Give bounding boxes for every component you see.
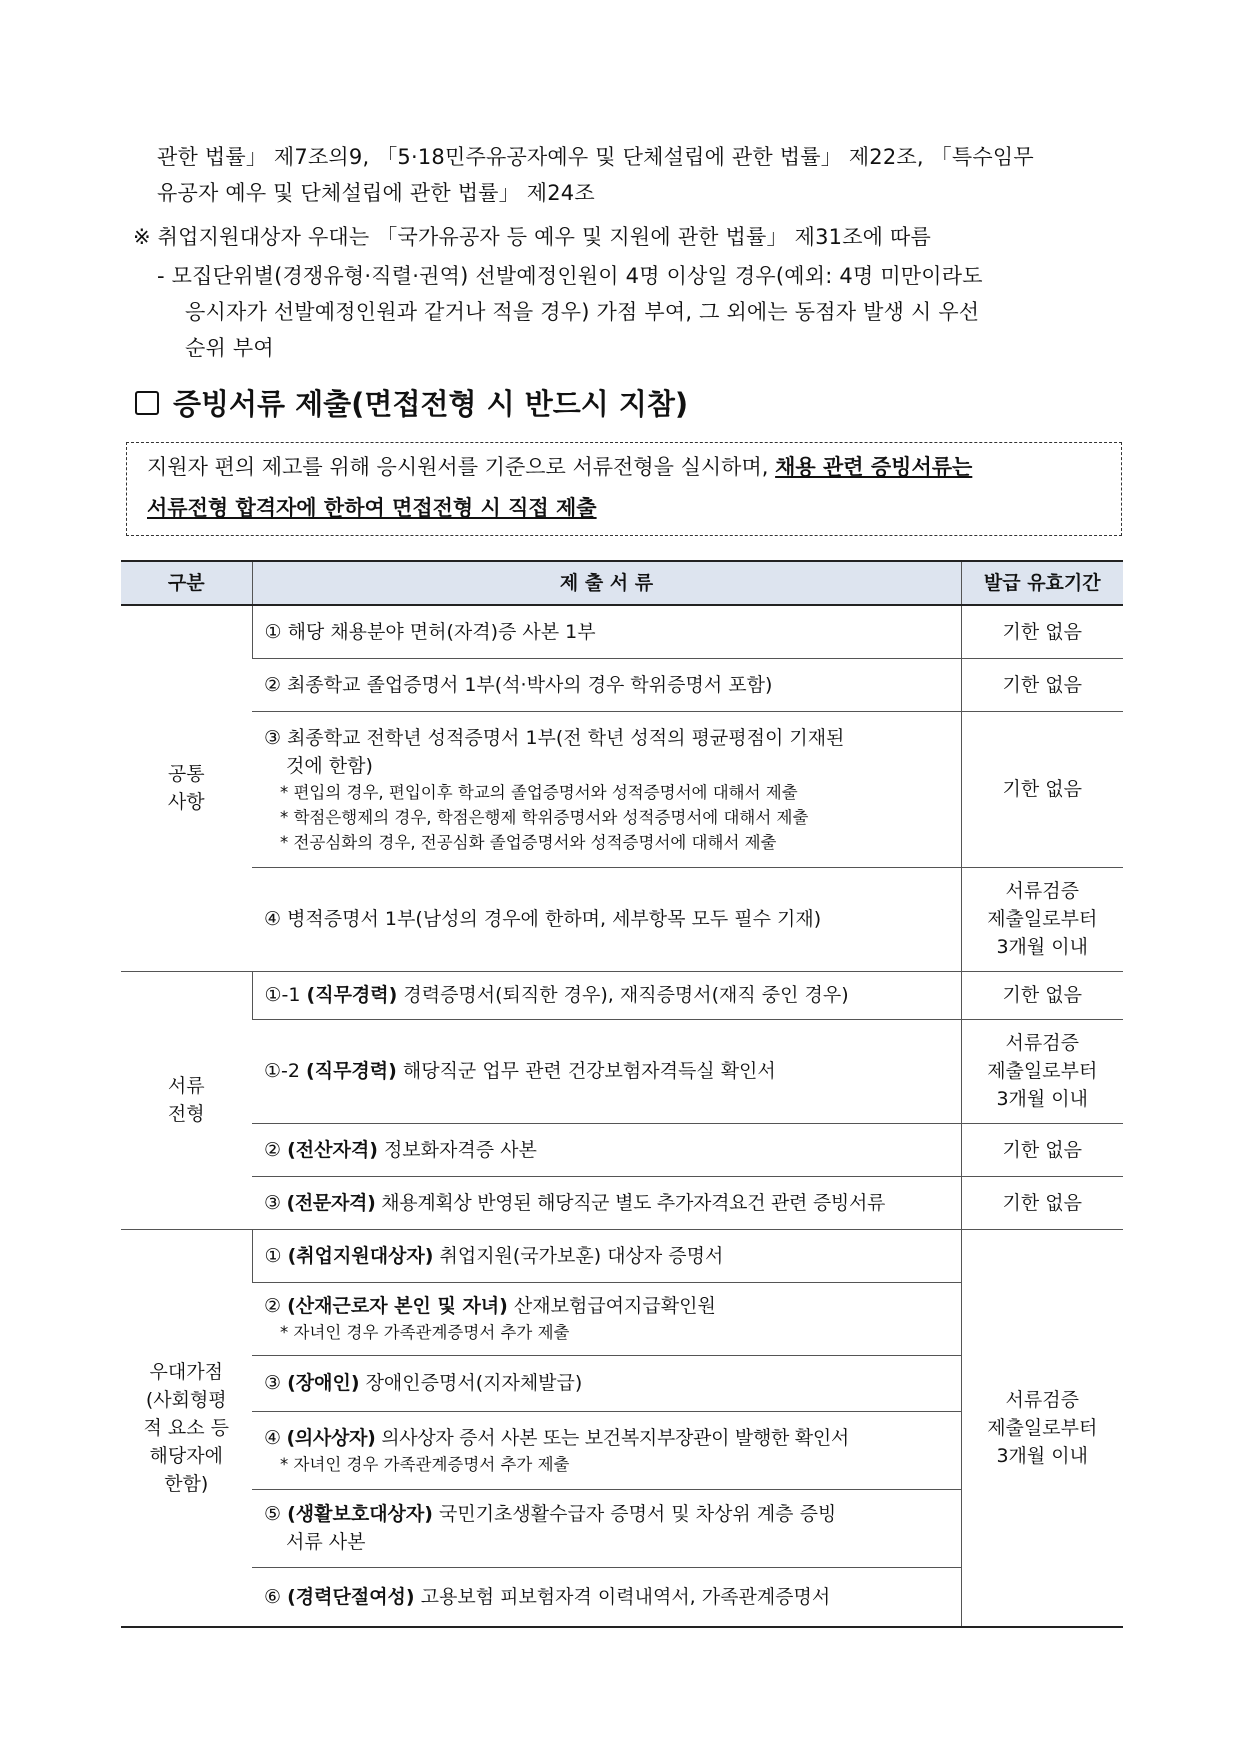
category-label: 한함): [164, 1472, 209, 1495]
intro-bullet-line-3: 순위 부여: [185, 336, 274, 360]
header-category: 구분: [121, 561, 252, 605]
category-label: 해당자에: [149, 1444, 223, 1467]
validity-text: 서류검증: [1005, 880, 1079, 902]
item-text: 경력증명서(퇴직한 경우), 재직증명서(재직 중인 경우): [403, 984, 849, 1006]
document-note: * 학점은행제의 경우, 학점은행제 학위증명서와 성적증명서에 대해서 제출: [280, 807, 809, 827]
document-cell: [252, 711, 961, 867]
item-number: ②: [264, 1138, 282, 1161]
validity-text: 3개월 이내: [996, 1444, 1089, 1467]
item-number: ④: [264, 1426, 281, 1449]
item-tag: (직무경력): [306, 984, 398, 1006]
document-note: * 전공심화의 경우, 전공심화 졸업증명서와 성적증명서에 대해서 제출: [280, 832, 777, 852]
item-tag: (산재근로자 본인 및 자녀): [287, 1295, 508, 1317]
intro-bullet-line-2: 응시자가 선발예정인원과 같거나 적을 경우) 가점 부여, 그 외에는 동점자 발생 시 우선: [185, 300, 980, 324]
validity-text: 제출일로부터: [987, 1060, 1098, 1082]
item-number: ③: [264, 1191, 281, 1214]
validity-cell: 기한 없음: [961, 1176, 1123, 1229]
item-tag: (생활보호대상자): [287, 1503, 433, 1525]
document-cell: [252, 1229, 961, 1282]
document-cell: ① 해당 채용분야 면허(자격)증 사본 1부: [252, 605, 961, 658]
validity-text: 서류검증: [1005, 1388, 1079, 1411]
item-text: 의사상자 증서 사본 또는 보건복지부장관이 발행한 확인서: [381, 1426, 849, 1449]
category-preference: [121, 1229, 252, 1627]
table-row: [121, 658, 1123, 711]
document-note: * 자녀인 경우 가족관계증명서 추가 제출: [280, 1323, 570, 1342]
header-validity: 발급 유효기간: [961, 561, 1123, 605]
category-label: 우대가점: [149, 1360, 223, 1383]
table-row: [121, 971, 1123, 1019]
intro-line-1: 관한 법률」 제7조의9, 「5·18민주유공자예우 및 단체설립에 관한 법률」 제22조, 「특수임무: [157, 145, 1034, 169]
table-row: [121, 1123, 1123, 1176]
validity-text: 3개월 이내: [996, 936, 1089, 958]
table-row: [121, 605, 1123, 658]
item-number: ②: [264, 1295, 282, 1317]
document-cell: [252, 1411, 961, 1489]
document-note: * 자녀인 경우 가족관계증명서 추가 제출: [280, 1454, 570, 1474]
document-cell: ④ 병적증명서 1부(남성의 경우에 한하며, 세부항목 모두 필수 기재): [252, 867, 961, 971]
item-text: 취업지원(국가보훈) 대상자 증명서: [439, 1244, 724, 1267]
document-cell: [252, 1489, 961, 1567]
document-cell: [252, 1123, 961, 1176]
header-documents: 제 출 서 류: [252, 561, 961, 605]
document-cell: [252, 1282, 961, 1355]
item-tag: (직무경력): [306, 1060, 397, 1082]
item-number: ①: [264, 1244, 282, 1267]
document-cell: [252, 971, 961, 1019]
validity-cell: 기한 없음: [961, 711, 1123, 867]
notice-line-1: [147, 452, 972, 482]
section-title-text: 증빙서류 제출(면접전형 시 반드시 지참): [173, 387, 689, 421]
item-number: ⑥: [264, 1585, 282, 1608]
notice-plain-text: 지원자 편의 제고를 위해 응시원서를 기준으로 서류전형을 실시하며,: [147, 455, 769, 479]
validity-cell: 기한 없음: [961, 658, 1123, 711]
item-tag: (취업지원대상자): [287, 1244, 434, 1267]
category-screening: [121, 971, 252, 1229]
category-label: 공통: [167, 763, 205, 786]
notice-strong-text-1: 채용 관련 증빙서류는: [775, 455, 973, 479]
intro-bullet-line-1: - 모집단위별(경쟁유형·직렬·권역) 선발예정인원이 4명 이상일 경우(예외: 4명 미만이라도: [157, 264, 983, 288]
intro-line-2: 유공자 예우 및 단체설립에 관한 법률」 제24조: [157, 181, 595, 205]
category-label: 서류: [167, 1075, 205, 1097]
validity-text: 3개월 이내: [996, 1088, 1089, 1110]
table-row: [121, 1019, 1123, 1123]
validity-cell: [961, 1229, 1123, 1627]
validity-cell: [961, 867, 1123, 971]
item-number: ①-1: [264, 984, 301, 1006]
item-tag: (장애인): [287, 1372, 360, 1394]
document-text: 것에 한함): [286, 754, 373, 777]
document-cell: [252, 1176, 961, 1229]
category-common: [121, 605, 252, 971]
validity-cell: 기한 없음: [961, 1123, 1123, 1176]
item-tag: (경력단절여성): [287, 1585, 415, 1608]
item-tag: (의사상자): [286, 1426, 376, 1449]
document-cell: ② 최종학교 졸업증명서 1부(석·박사의 경우 학위증명서 포함): [252, 658, 961, 711]
document-note: * 편입의 경우, 편입이후 학교의 졸업증명서와 성적증명서에 대해서 제출: [280, 782, 798, 802]
item-number: ③: [264, 1372, 282, 1394]
document-cell: [252, 1355, 961, 1411]
notice-strong-text-2: 서류전형 합격자에 한하여 면접전형 시 직접 제출: [147, 496, 597, 520]
item-text: 채용계획상 반영된 해당직군 별도 추가자격요건 관련 증빙서류: [381, 1191, 886, 1214]
category-label: 적 요소 등: [143, 1416, 229, 1439]
item-text: 해당직군 업무 관련 건강보험자격득실 확인서: [402, 1060, 776, 1082]
item-number: ①-2: [264, 1060, 300, 1082]
validity-text: 제출일로부터: [987, 1416, 1098, 1439]
item-text: 장애인증명서(지자체발급): [365, 1372, 583, 1394]
category-label: 사항: [167, 791, 205, 814]
item-text: 정보화자격증 사본: [383, 1138, 537, 1161]
document-cell: [252, 1019, 961, 1123]
item-tag: (전문자격): [286, 1191, 376, 1214]
table-row: [121, 1229, 1123, 1282]
table-row: [121, 1176, 1123, 1229]
validity-cell: [961, 1019, 1123, 1123]
validity-text: 제출일로부터: [987, 908, 1098, 930]
notice-line-2: [147, 493, 597, 523]
item-text: 산재보험급여지급확인원: [513, 1295, 716, 1317]
item-text: 고용보험 피보험자격 이력내역서, 가족관계증명서: [420, 1585, 831, 1608]
table-row: [121, 867, 1123, 971]
intro-note: ※ 취업지원대상자 우대는 「국가유공자 등 예우 및 지원에 관한 법률」 제31조에 따름: [133, 225, 932, 249]
item-text: 서류 사본: [286, 1531, 366, 1553]
validity-text: 서류검증: [1005, 1032, 1079, 1054]
category-label: 전형: [167, 1103, 205, 1125]
documents-table: [121, 560, 1123, 1628]
table-row: [121, 711, 1123, 867]
validity-cell: 기한 없음: [961, 971, 1123, 1019]
document-cell: [252, 1567, 961, 1627]
item-tag: (전산자격): [287, 1138, 378, 1161]
document-text: ③ 최종학교 전학년 성적증명서 1부(전 학년 성적의 평균평점이 기재된: [264, 726, 845, 749]
item-number: ⑤: [264, 1503, 282, 1525]
item-text: 국민기초생활수급자 증명서 및 차상위 계층 증빙: [439, 1503, 837, 1525]
section-title: [135, 382, 688, 423]
validity-cell: 기한 없음: [961, 605, 1123, 658]
table-header-row: [121, 561, 1123, 605]
checkbox-square-icon: [135, 391, 159, 415]
category-label: (사회형평: [145, 1388, 227, 1411]
